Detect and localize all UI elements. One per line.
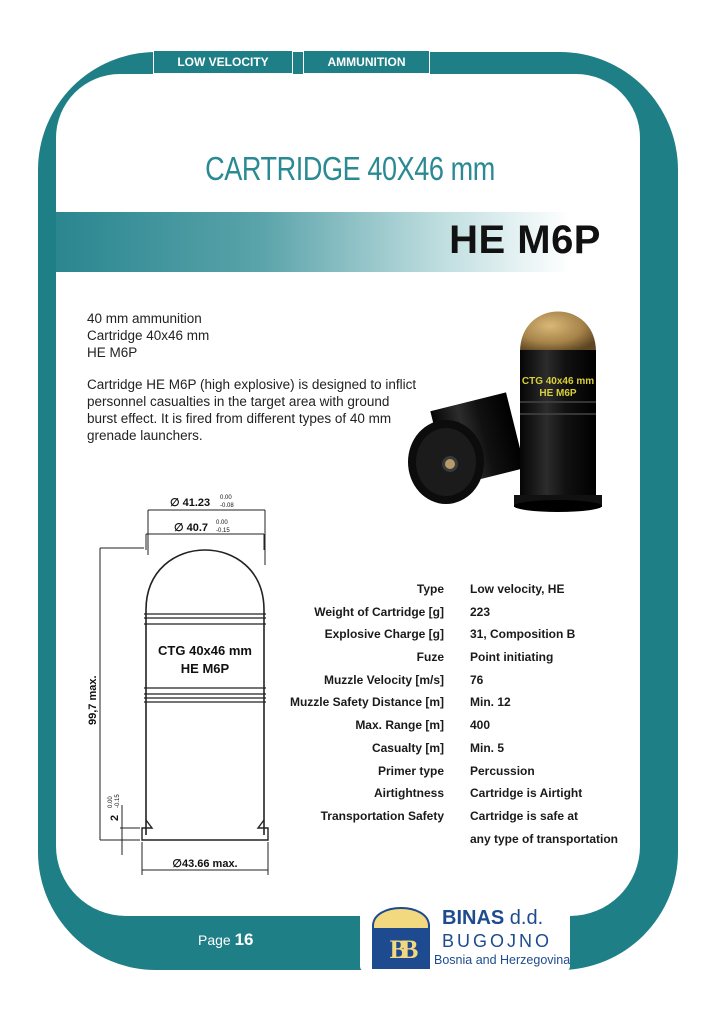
- spec-row: [300, 646, 630, 669]
- spec-value-line2: any type of transportation: [470, 831, 619, 846]
- brand-name: [442, 907, 543, 930]
- spec-row: [300, 714, 630, 737]
- spec-row: [300, 760, 630, 783]
- photo-label-line2: HE M6P: [539, 388, 577, 399]
- dim-base: ∅43.66 max.: [172, 858, 238, 870]
- brand-name-main: BINAS: [442, 907, 505, 929]
- dim-outer: ∅ 41.23: [170, 497, 211, 509]
- photo-label-line1: CTG 40x46 mm: [521, 376, 595, 387]
- dim-inner-tol-lower: -0.15: [216, 528, 230, 534]
- spec-value: 223: [470, 604, 491, 619]
- dim-rim: 2: [109, 814, 121, 821]
- intro-line: Cartridge 40x46 mm: [87, 328, 210, 343]
- spec-row: [300, 669, 630, 692]
- dim-outer-tol-upper: 0.00: [220, 495, 232, 501]
- dim-inner: ∅ 40.7: [174, 522, 209, 534]
- drawing-label-line2: HE M6P: [180, 661, 230, 676]
- spec-key: Explosive Charge [g]: [324, 627, 444, 642]
- spec-row: [300, 623, 630, 646]
- dim-length: 99,7 max.: [87, 675, 99, 725]
- binas-logo-icon: [370, 896, 432, 970]
- spec-value: 400: [470, 718, 491, 733]
- spec-row: [289, 691, 630, 714]
- page-title: CARTRIDGE 40X46 mm: [205, 150, 495, 187]
- page-number: [198, 930, 254, 950]
- dim-outer-tol-lower: -0.08: [220, 503, 234, 509]
- description-text: Cartridge HE M6P (high explosive) is designed to inflict personnel casualties in the target area with ground burst effect. It is fired from different types of 40 mm grenade launchers.: [87, 377, 417, 443]
- cartridge-photo: [400, 290, 620, 520]
- intro-line: HE M6P: [87, 345, 138, 360]
- spec-key: Weight of Cartridge [g]: [314, 604, 444, 619]
- spec-key: Muzzle Velocity [m/s]: [323, 672, 444, 687]
- intro-text: [87, 310, 209, 361]
- spec-value: Point initiating: [470, 650, 554, 665]
- brand-suffix: d.d.: [509, 907, 544, 929]
- spec-value: Low velocity, HE: [470, 582, 565, 596]
- spec-row: [300, 805, 630, 846]
- brand-city: BUGOJNO: [442, 931, 553, 951]
- spec-value: Min. 5: [470, 740, 505, 755]
- spec-row: [300, 601, 630, 624]
- spec-value: Percussion: [470, 763, 535, 778]
- technical-drawing: [78, 490, 298, 880]
- spec-table: [289, 578, 630, 846]
- spec-key: Max. Range [m]: [355, 718, 444, 733]
- model-name: HE M6P: [449, 218, 601, 262]
- tab-ammunition[interactable]: AMMUNITION: [303, 50, 430, 74]
- dim-rim-tol-lower: -0.15: [115, 794, 121, 808]
- page-label: Page: [198, 932, 231, 948]
- spec-key: Casualty [m]: [371, 740, 444, 755]
- spec-value: 31, Composition B: [470, 627, 576, 642]
- intro-line: 40 mm ammunition: [87, 311, 202, 326]
- logo-monogram: BB: [389, 935, 413, 964]
- spec-row: [300, 578, 630, 601]
- spec-value: 76: [470, 672, 484, 687]
- page-number-value: 16: [234, 930, 254, 949]
- spec-key: Primer type: [377, 763, 444, 778]
- spec-row: [300, 782, 630, 805]
- dim-rim-tol-upper: 0.00: [108, 796, 114, 808]
- tab-low-velocity[interactable]: LOW VELOCITY: [153, 50, 293, 74]
- spec-key: Airtightness: [373, 786, 444, 801]
- spec-value: Cartridge is Airtight: [470, 786, 583, 801]
- spec-value: Min. 12: [470, 695, 511, 710]
- drawing-label-line1: CTG 40x46 mm: [158, 643, 252, 658]
- spec-row: [300, 737, 630, 760]
- spec-key: Fuze: [416, 650, 444, 665]
- spec-key: Muzzle Safety Distance [m]: [289, 695, 444, 710]
- spec-key: Transportation Safety: [320, 808, 444, 823]
- spec-value: Cartridge is safe at: [470, 808, 579, 823]
- brand-country: Bosnia and Herzegovina: [434, 953, 571, 967]
- spec-key: Type: [416, 582, 444, 596]
- dim-inner-tol-upper: 0.00: [216, 520, 228, 526]
